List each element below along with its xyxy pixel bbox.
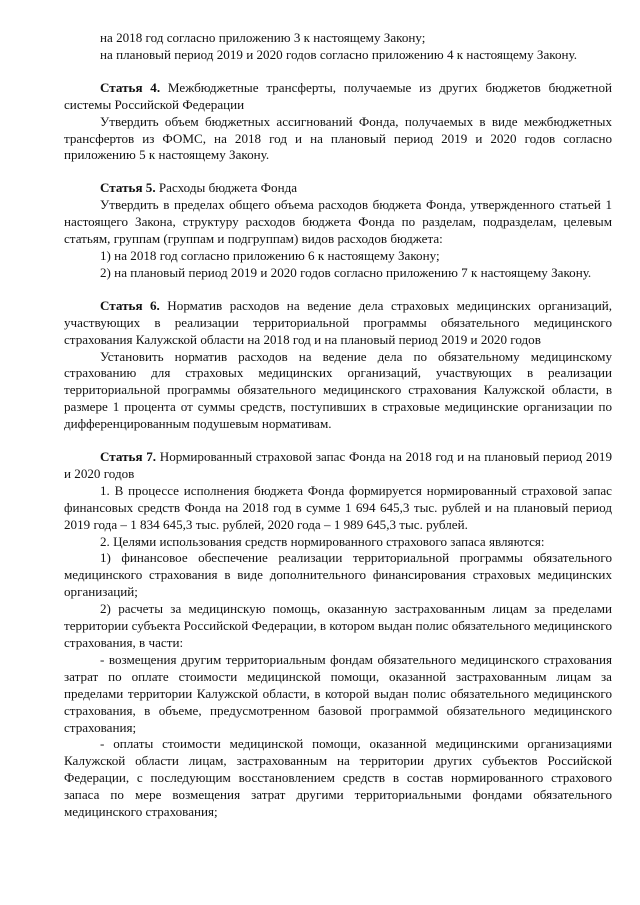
article-title: Нормированный страховой запас Фонда на 2018 год и на плановый период 2019 и 2020 годов	[64, 449, 613, 481]
paragraph: 2) на плановый период 2019 и 2020 годов согласно приложению 7 к настоящему Закону.	[100, 264, 592, 280]
article-title: Расходы бюджета Фонда	[155, 180, 298, 196]
paragraph: 1. В процессе исполнения бюджета Фонда формируется нормированный страховой запас финансовых средств Фонда на 2018 год в сумме 1 694 645,3 тыс. рублей и на плановый период 2019 года – 1 834 645,3 тыс. рублей, 2020 года – 1 989 645,3 тыс. рублей.	[64, 482, 612, 532]
article-number: Статья 4.	[100, 79, 161, 95]
paragraph: на плановый период 2019 и 2020 годов согласно приложению 4 к настоящему Закону.	[100, 46, 578, 62]
paragraph: Установить норматив расходов на ведение дела по обязательному медицинскому страхованию для страховых медицинских организаций, участвующих в реализации территориальной программы обязательного медицинского страхования Калужской области, в размере 1 процента от суммы средств, поступивших в страховые медицинские организации по дифференцированным подушевым нормативам.	[64, 348, 612, 432]
paragraph: Утвердить объем бюджетных ассигнований Фонда, получаемых в виде межбюджетных трансфертов из ФОМС, на 2018 год и на плановый период 2019 и 2020 годов согласно приложению 5 к настоящему Закону.	[64, 113, 612, 163]
paragraph: Утвердить в пределах общего объема расходов бюджета Фонда, утвержденного статьей 1 настоящего Закона, структуру расходов бюджета Фонда по разделам, подразделам, целевым статьям, группам (группам и подгруппам) видов расходов бюджета:	[64, 197, 612, 247]
article-heading	[64, 298, 612, 349]
article-heading	[64, 180, 612, 197]
spacer	[64, 164, 612, 180]
spacer	[64, 64, 612, 80]
paragraph: 2) расчеты за медицинскую помощь, оказанную застрахованным лицам за пределами территории субъекта Российской Федерации, в котором выдан полис обязательного медицинского страхования, в части:	[64, 601, 612, 650]
article-heading	[64, 449, 612, 483]
paragraph: - возмещения другим территориальным фондам обязательного медицинского страхования затрат по оплате стоимости медицинской помощи, оказанной застрахованным лицам за пределами территории Калужской области, в которой выдан полис обязательного медицинского страхования, в объеме, предусмотренном базовой программой обязательного медицинского страхования;	[64, 651, 612, 735]
paragraph: 1) финансовое обеспечение реализации территориальной программы обязательного медицинского страхования в виде дополнительного финансирования страховых медицинских организаций;	[64, 550, 612, 600]
article-number: Статья 5.	[100, 180, 156, 196]
paragraph: - оплаты стоимости медицинской помощи, оказанной медицинскими организациями Калужской области лицам, застрахованным на территории других субъектов Российской Федерации, с последующим восстановлением средств в состав нормированного страхового запаса по мере возмещения затрат другими территориальными фондами обязательного медицинского страхования;	[64, 736, 612, 820]
article-heading	[64, 80, 612, 114]
article-number: Статья 6.	[100, 297, 160, 313]
article-title: Межбюджетные трансферты, получаемые из других бюджетов бюджетной системы Российской Федерации	[64, 79, 612, 112]
spacer	[64, 282, 612, 298]
paragraph: 2. Целями использования средств нормированного страхового запаса являются:	[100, 533, 545, 549]
document-page	[64, 30, 612, 821]
paragraph: 1) на 2018 год согласно приложению 6 к настоящему Закону;	[100, 247, 440, 263]
article-title: Норматив расходов на ведение дела страховых медицинских организаций, участвующих в реализации территориальной программы обязательного медицинского страхования Калужской области на 2018 год и на плановый период 2019 и 2020 годов	[64, 297, 612, 347]
paragraph: на 2018 год согласно приложению 3 к настоящему Закону;	[100, 30, 426, 45]
spacer	[64, 433, 612, 449]
article-number: Статья 7.	[100, 449, 157, 465]
